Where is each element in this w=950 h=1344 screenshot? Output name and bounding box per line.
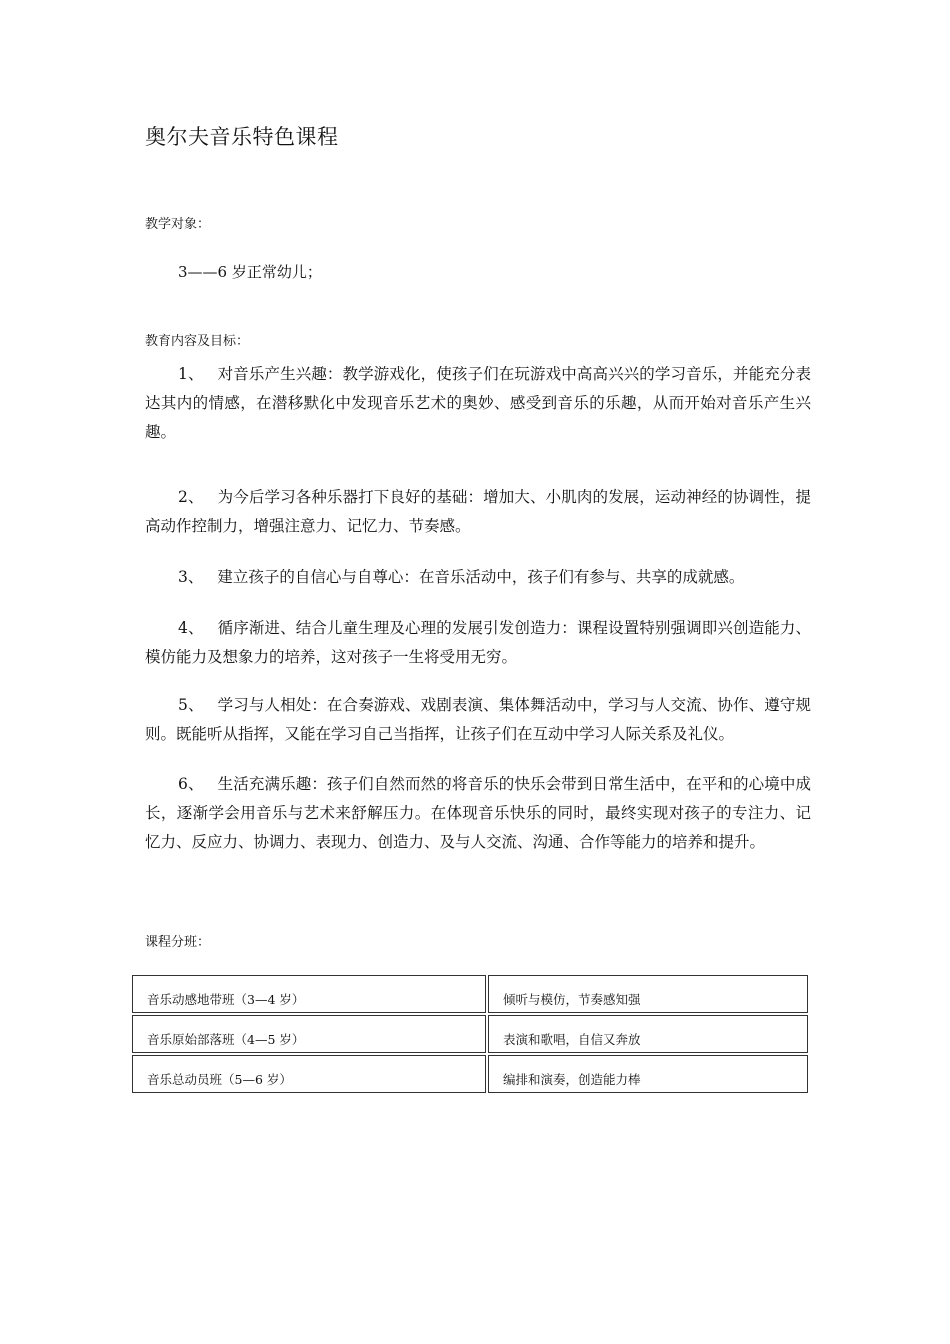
class-name-cell: 音乐动感地带班（3—4 岁） xyxy=(132,975,486,1013)
goal-item-1 xyxy=(145,360,811,447)
classes-label: 课程分班： xyxy=(145,935,211,950)
goal-text: 为今后学习各种乐器打下良好的基础：增加大、小肌肉的发展，运动神经的协调性，提高动作控制力，增强注意力、记忆力、节奏感。 xyxy=(145,488,811,535)
target-label: 教学对象： xyxy=(145,217,211,232)
goal-text: 建立孩子的自信心与自尊心：在音乐活动中，孩子们有参与、共享的成就感。 xyxy=(217,568,745,586)
goal-text: 循序渐进、结合儿童生理及心理的发展引发创造力：课程设置特别强调即兴创造能力、模仿能力及想象力的培养，这对孩子一生将受用无穷。 xyxy=(145,619,811,666)
classes-table xyxy=(130,973,810,1095)
goal-number: 6、 xyxy=(178,775,204,793)
goal-item-4 xyxy=(145,614,811,672)
table-row xyxy=(132,1015,808,1053)
table-row xyxy=(132,975,808,1013)
page-title: 奥尔夫音乐特色课程 xyxy=(145,125,339,149)
goal-number: 4、 xyxy=(178,619,204,637)
content-label: 教育内容及目标： xyxy=(145,334,250,349)
goal-item-5 xyxy=(145,691,811,749)
goal-number: 5、 xyxy=(178,696,204,714)
class-desc-cell: 表演和歌唱，自信又奔放 xyxy=(488,1015,808,1053)
goal-text: 生活充满乐趣：孩子们自然而然的将音乐的快乐会带到日常生活中，在平和的心境中成长，逐渐学会用音乐与艺术来舒解压力。在体现音乐快乐的同时，最终实现对孩子的专注力、记忆力、反应力、协调力、表现力、创造力、及与人交流、沟通、合作等能力的培养和提升。 xyxy=(145,775,811,851)
goal-number: 3、 xyxy=(178,568,204,586)
class-name-cell: 音乐原始部落班（4—5 岁） xyxy=(132,1015,486,1053)
goal-number: 1、 xyxy=(178,365,204,383)
goal-item-3 xyxy=(145,563,811,592)
class-desc-cell: 倾听与模仿，节奏感知强 xyxy=(488,975,808,1013)
goal-item-2 xyxy=(145,483,811,541)
goal-text: 学习与人相处：在合奏游戏、戏剧表演、集体舞活动中，学习与人交流、协作、遵守规则。既能听从指挥，又能在学习自己当指挥，让孩子们在互动中学习人际关系及礼仪。 xyxy=(145,696,811,743)
class-desc-cell: 编排和演奏，创造能力棒 xyxy=(488,1055,808,1093)
goal-number: 2、 xyxy=(178,488,204,506)
class-name-cell: 音乐总动员班（5—6 岁） xyxy=(132,1055,486,1093)
table-row xyxy=(132,1055,808,1093)
target-text: 3——6 岁正常幼儿； xyxy=(178,263,322,281)
goal-item-6 xyxy=(145,770,811,857)
goal-text: 对音乐产生兴趣：教学游戏化，使孩子们在玩游戏中高高兴兴的学习音乐，并能充分表达其内的情感，在潜移默化中发现音乐艺术的奥妙、感受到音乐的乐趣，从而开始对音乐产生兴趣。 xyxy=(145,365,811,441)
